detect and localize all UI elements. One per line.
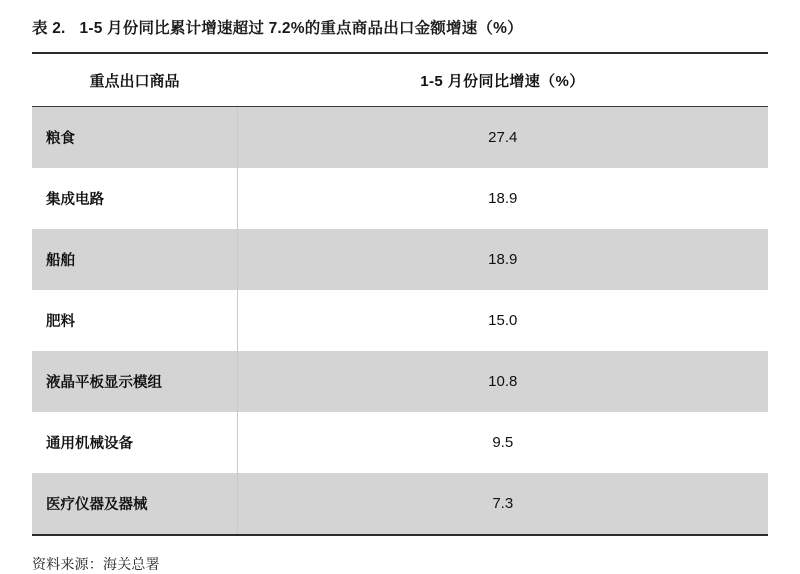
- cell-growth: 7.3: [237, 473, 768, 535]
- table-row: [32, 412, 768, 473]
- export-growth-table: [32, 52, 768, 536]
- table-caption-label: 表 2.: [32, 20, 66, 37]
- table-row: [32, 229, 768, 290]
- cell-commodity: 医疗仪器及器械: [32, 473, 237, 535]
- cell-commodity: 肥料: [32, 290, 237, 351]
- table-row: [32, 290, 768, 351]
- column-header-commodity: 重点出口商品: [32, 53, 237, 107]
- table-row: [32, 107, 768, 169]
- source-note: 资料来源：海关总署: [32, 556, 160, 572]
- cell-growth: 9.5: [237, 412, 768, 473]
- cell-growth: 15.0: [237, 290, 768, 351]
- table-row: [32, 473, 768, 535]
- table-caption-text: 1-5 月份同比累计增速超过 7.2%的重点商品出口金额增速（%）: [79, 20, 523, 37]
- table-header-row: [32, 53, 768, 107]
- cell-growth: 27.4: [237, 107, 768, 169]
- table-header: [32, 53, 768, 107]
- cell-commodity: 通用机械设备: [32, 412, 237, 473]
- cell-commodity: 粮食: [32, 107, 237, 169]
- column-header-growth: 1-5 月份同比增速（%）: [237, 53, 768, 107]
- table-caption: [32, 0, 768, 52]
- cell-growth: 18.9: [237, 168, 768, 229]
- table-body: [32, 107, 768, 536]
- cell-commodity: 船舶: [32, 229, 237, 290]
- table-row: [32, 168, 768, 229]
- table-row: [32, 351, 768, 412]
- cell-commodity: 液晶平板显示模组: [32, 351, 237, 412]
- cell-growth: 18.9: [237, 229, 768, 290]
- cell-growth: 10.8: [237, 351, 768, 412]
- cell-commodity: 集成电路: [32, 168, 237, 229]
